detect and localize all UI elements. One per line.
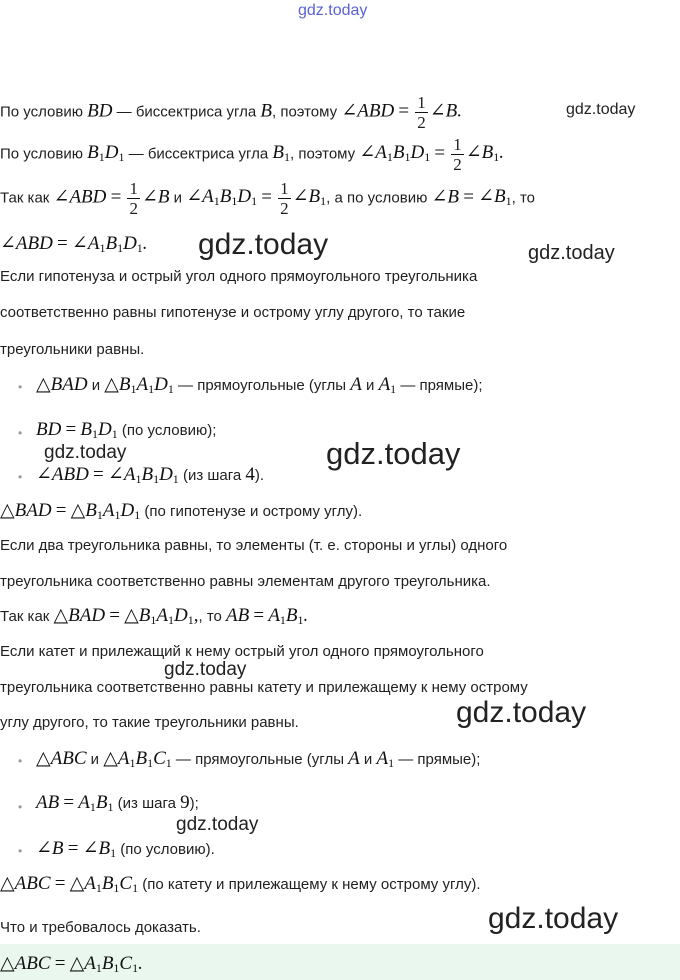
line-since: Так как ∠ABD = $\frac{1}{2}$ ∠B и $\angle A_1B_1D_1$ = $\frac{1}{2}$ $\angle B_1$, а по условию ∠B = $\angle B_1$, то xyxy=(0,179,536,218)
result-triangles-abc: △ABC = $\triangle A_1B_1C_1$ (по катету и прилежащему к нему острому углу). xyxy=(0,873,481,895)
proof-end: Что и требовалось доказать. xyxy=(0,919,201,936)
line-bisector-bd: По условию BD — биссектриса угла B, поэтому ∠ABD = $\frac{1}{2}$ ∠B. xyxy=(0,93,463,132)
bullet-dot: • xyxy=(18,800,23,814)
list-item: ∠ABD = $\angle A_1B_1D_1$ (из шага 4). xyxy=(36,464,265,486)
line-bisector-b1d1: По условию $B_1D_1$ — биссектриса угла $B_1$, поэтому $\angle A_1B_1D_1$ = $\frac{1}{2}$ $\angle B_1$. xyxy=(0,135,505,174)
theorem-leg-angle-line2: треугольника соответственно равны катету и прилежащему к нему острому xyxy=(0,679,528,696)
theorem-hypotenuse-line1: Если гипотенуза и острый угол одного прямоугольного треугольника xyxy=(0,268,478,285)
list-item: △BAD и $\triangle B_1A_1D_1$ — прямоугольные (углы A и $A_1$ — прямые); xyxy=(36,374,483,396)
line-angle-equal: ∠ABD = $\angle A_1B_1D_1$. xyxy=(0,233,148,255)
bullet-dot: • xyxy=(18,754,23,768)
list-item: △ABC и $\triangle A_1B_1C_1$ — прямоугольные (углы A и $A_1$ — прямые); xyxy=(36,748,481,770)
theorem-equal-elements-line1: Если два треугольника равны, то элементы (т. е. стороны и углы) одного xyxy=(0,537,508,554)
bullet-dot: • xyxy=(18,380,23,394)
watermark-top: gdz.today xyxy=(298,2,368,19)
watermark: gdz.today xyxy=(164,659,247,680)
theorem-equal-elements-line2: треугольника соответственно равны элементам другого треугольника. xyxy=(0,573,491,590)
final-answer: △ABC = $\triangle A_1B_1C_1$. xyxy=(0,953,143,975)
line-ab-equal: Так как △BAD = $\triangle B_1A_1D_1$,, то AB = $A_1B_1$. xyxy=(0,605,309,627)
watermark: gdz.today xyxy=(456,696,587,729)
watermark: gdz.today xyxy=(528,242,615,264)
bullet-dot: • xyxy=(18,426,23,440)
theorem-hypotenuse-line2: соответственно равны гипотенузе и острому углу другого, то такие xyxy=(0,304,466,321)
bullet-dot: • xyxy=(18,470,23,484)
watermark: gdz.today xyxy=(198,228,329,261)
watermark: gdz.today xyxy=(176,814,259,835)
result-triangles-bad: △BAD = $\triangle B_1A_1D_1$ (по гипотенузе и острому углу). xyxy=(0,500,363,522)
list-item: BD = $B_1D_1$ (по условию); xyxy=(36,419,217,441)
watermark: gdz.today xyxy=(488,902,619,935)
watermark: gdz.today xyxy=(326,436,461,471)
watermark: gdz.today xyxy=(44,442,127,463)
bullet-dot: • xyxy=(18,844,23,858)
list-item: ∠B = $\angle B_1$ (по условию). xyxy=(36,838,215,860)
watermark: gdz.today xyxy=(566,101,636,118)
list-item: AB = $A_1B_1$ (из шага 9); xyxy=(36,792,199,814)
theorem-hypotenuse-line3: треугольники равны. xyxy=(0,341,145,358)
theorem-leg-angle-line1: Если катет и прилежащий к нему острый угол одного прямоугольного xyxy=(0,643,484,660)
theorem-leg-angle-line3: углу другого, то такие треугольники равны. xyxy=(0,714,299,731)
